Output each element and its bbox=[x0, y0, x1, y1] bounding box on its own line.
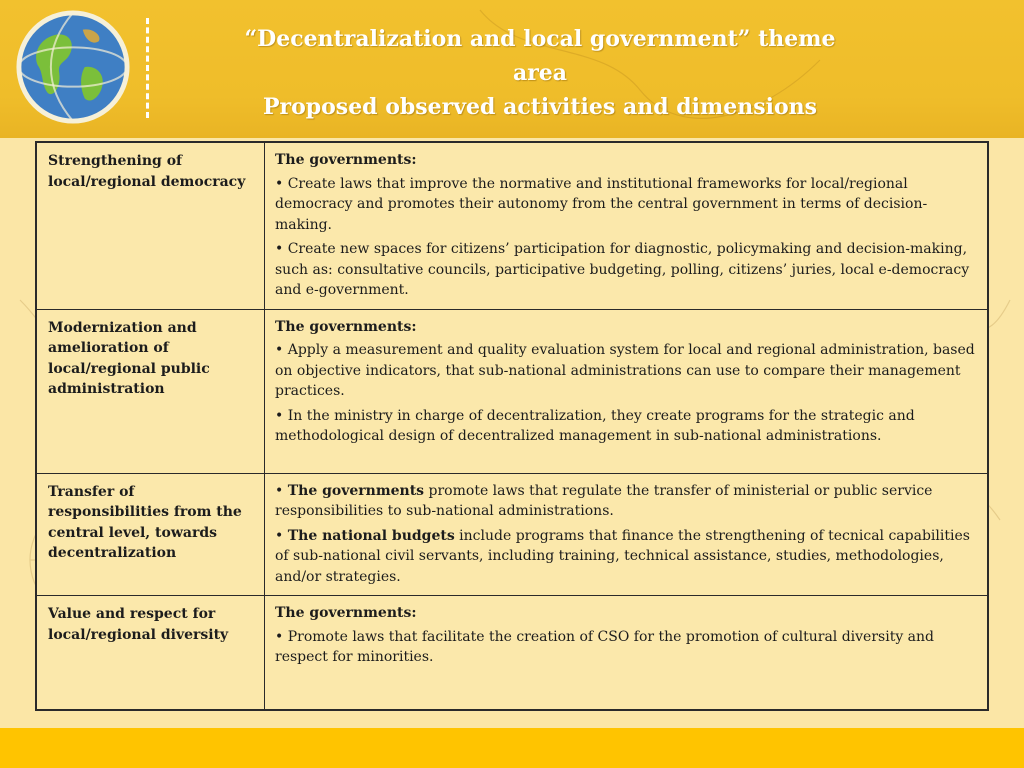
activities-cell bbox=[265, 596, 989, 710]
activities-table bbox=[35, 141, 989, 711]
globe-icon bbox=[14, 8, 132, 126]
table-row bbox=[36, 596, 988, 710]
bullet-bold-lead: The national budgets bbox=[287, 527, 455, 544]
bullet-item: • Create new spaces for citizens’ participation for diagnostic, policymaking and decision-making, such as: consultative councils, participative budgeting, polling, citizens’ juries, local e-democracy and e-government. bbox=[275, 241, 970, 298]
activities-cell bbox=[265, 142, 989, 309]
dimension-cell: Value and respect for local/regional diversity bbox=[36, 596, 265, 710]
bullet-prefix: • bbox=[275, 527, 288, 544]
bullet-item: • Create laws that improve the normative and institutional frameworks for local/regional democracy and promotes their autonomy from the central government in terms of decision-making. bbox=[275, 175, 928, 233]
lead-text: The governments: bbox=[275, 152, 417, 168]
activities-cell bbox=[265, 473, 989, 596]
lead-text: The governments: bbox=[275, 605, 417, 621]
dimension-cell: Strengthening of local/regional democracy bbox=[36, 142, 265, 309]
header-divider bbox=[146, 18, 149, 118]
bullet-item: • Promote laws that facilitate the creation of CSO for the promotion of cultural diversity and respect for minorities. bbox=[275, 628, 935, 665]
table-row bbox=[36, 309, 988, 473]
bullet-item: • In the ministry in charge of decentralization, they create programs for the strategic and methodological design of decentralized management in sub-national administrations. bbox=[275, 407, 915, 444]
bullet-item: • Apply a measurement and quality evaluation system for local and regional administration, based on objective indicators, that sub-national administrations can use to compare their management practices. bbox=[275, 342, 975, 399]
bullet-prefix: • bbox=[275, 482, 288, 499]
title-line-3: Proposed observed activities and dimensions bbox=[262, 94, 818, 120]
dimension-cell: Transfer of responsibilities from the central level, towards decentralization bbox=[36, 473, 265, 596]
dimension-cell: Modernization and amelioration of local/regional public administration bbox=[36, 309, 265, 473]
title-line-2: area bbox=[512, 60, 568, 86]
bullet-rest: include programs that finance the strengthening of tecnical capabilities of sub-national civil servants, including training, technical assistance, studies, methodologies, and/or strategies. bbox=[275, 527, 970, 585]
title-line-1: “Decentralization and local government” theme bbox=[244, 26, 836, 52]
bullet-bold-lead: The governments bbox=[287, 482, 425, 499]
slide-title bbox=[150, 22, 930, 124]
lead-text: The governments: bbox=[275, 318, 417, 335]
table-row bbox=[36, 142, 988, 309]
bullet-item bbox=[275, 481, 977, 522]
bullet-item bbox=[275, 526, 977, 588]
bottom-band bbox=[0, 728, 1024, 768]
table-row bbox=[36, 473, 988, 596]
activities-cell bbox=[265, 309, 989, 473]
bullet-rest: promote laws that regulate the transfer of ministerial or public service responsibilities to sub-national administrations. bbox=[275, 482, 933, 519]
